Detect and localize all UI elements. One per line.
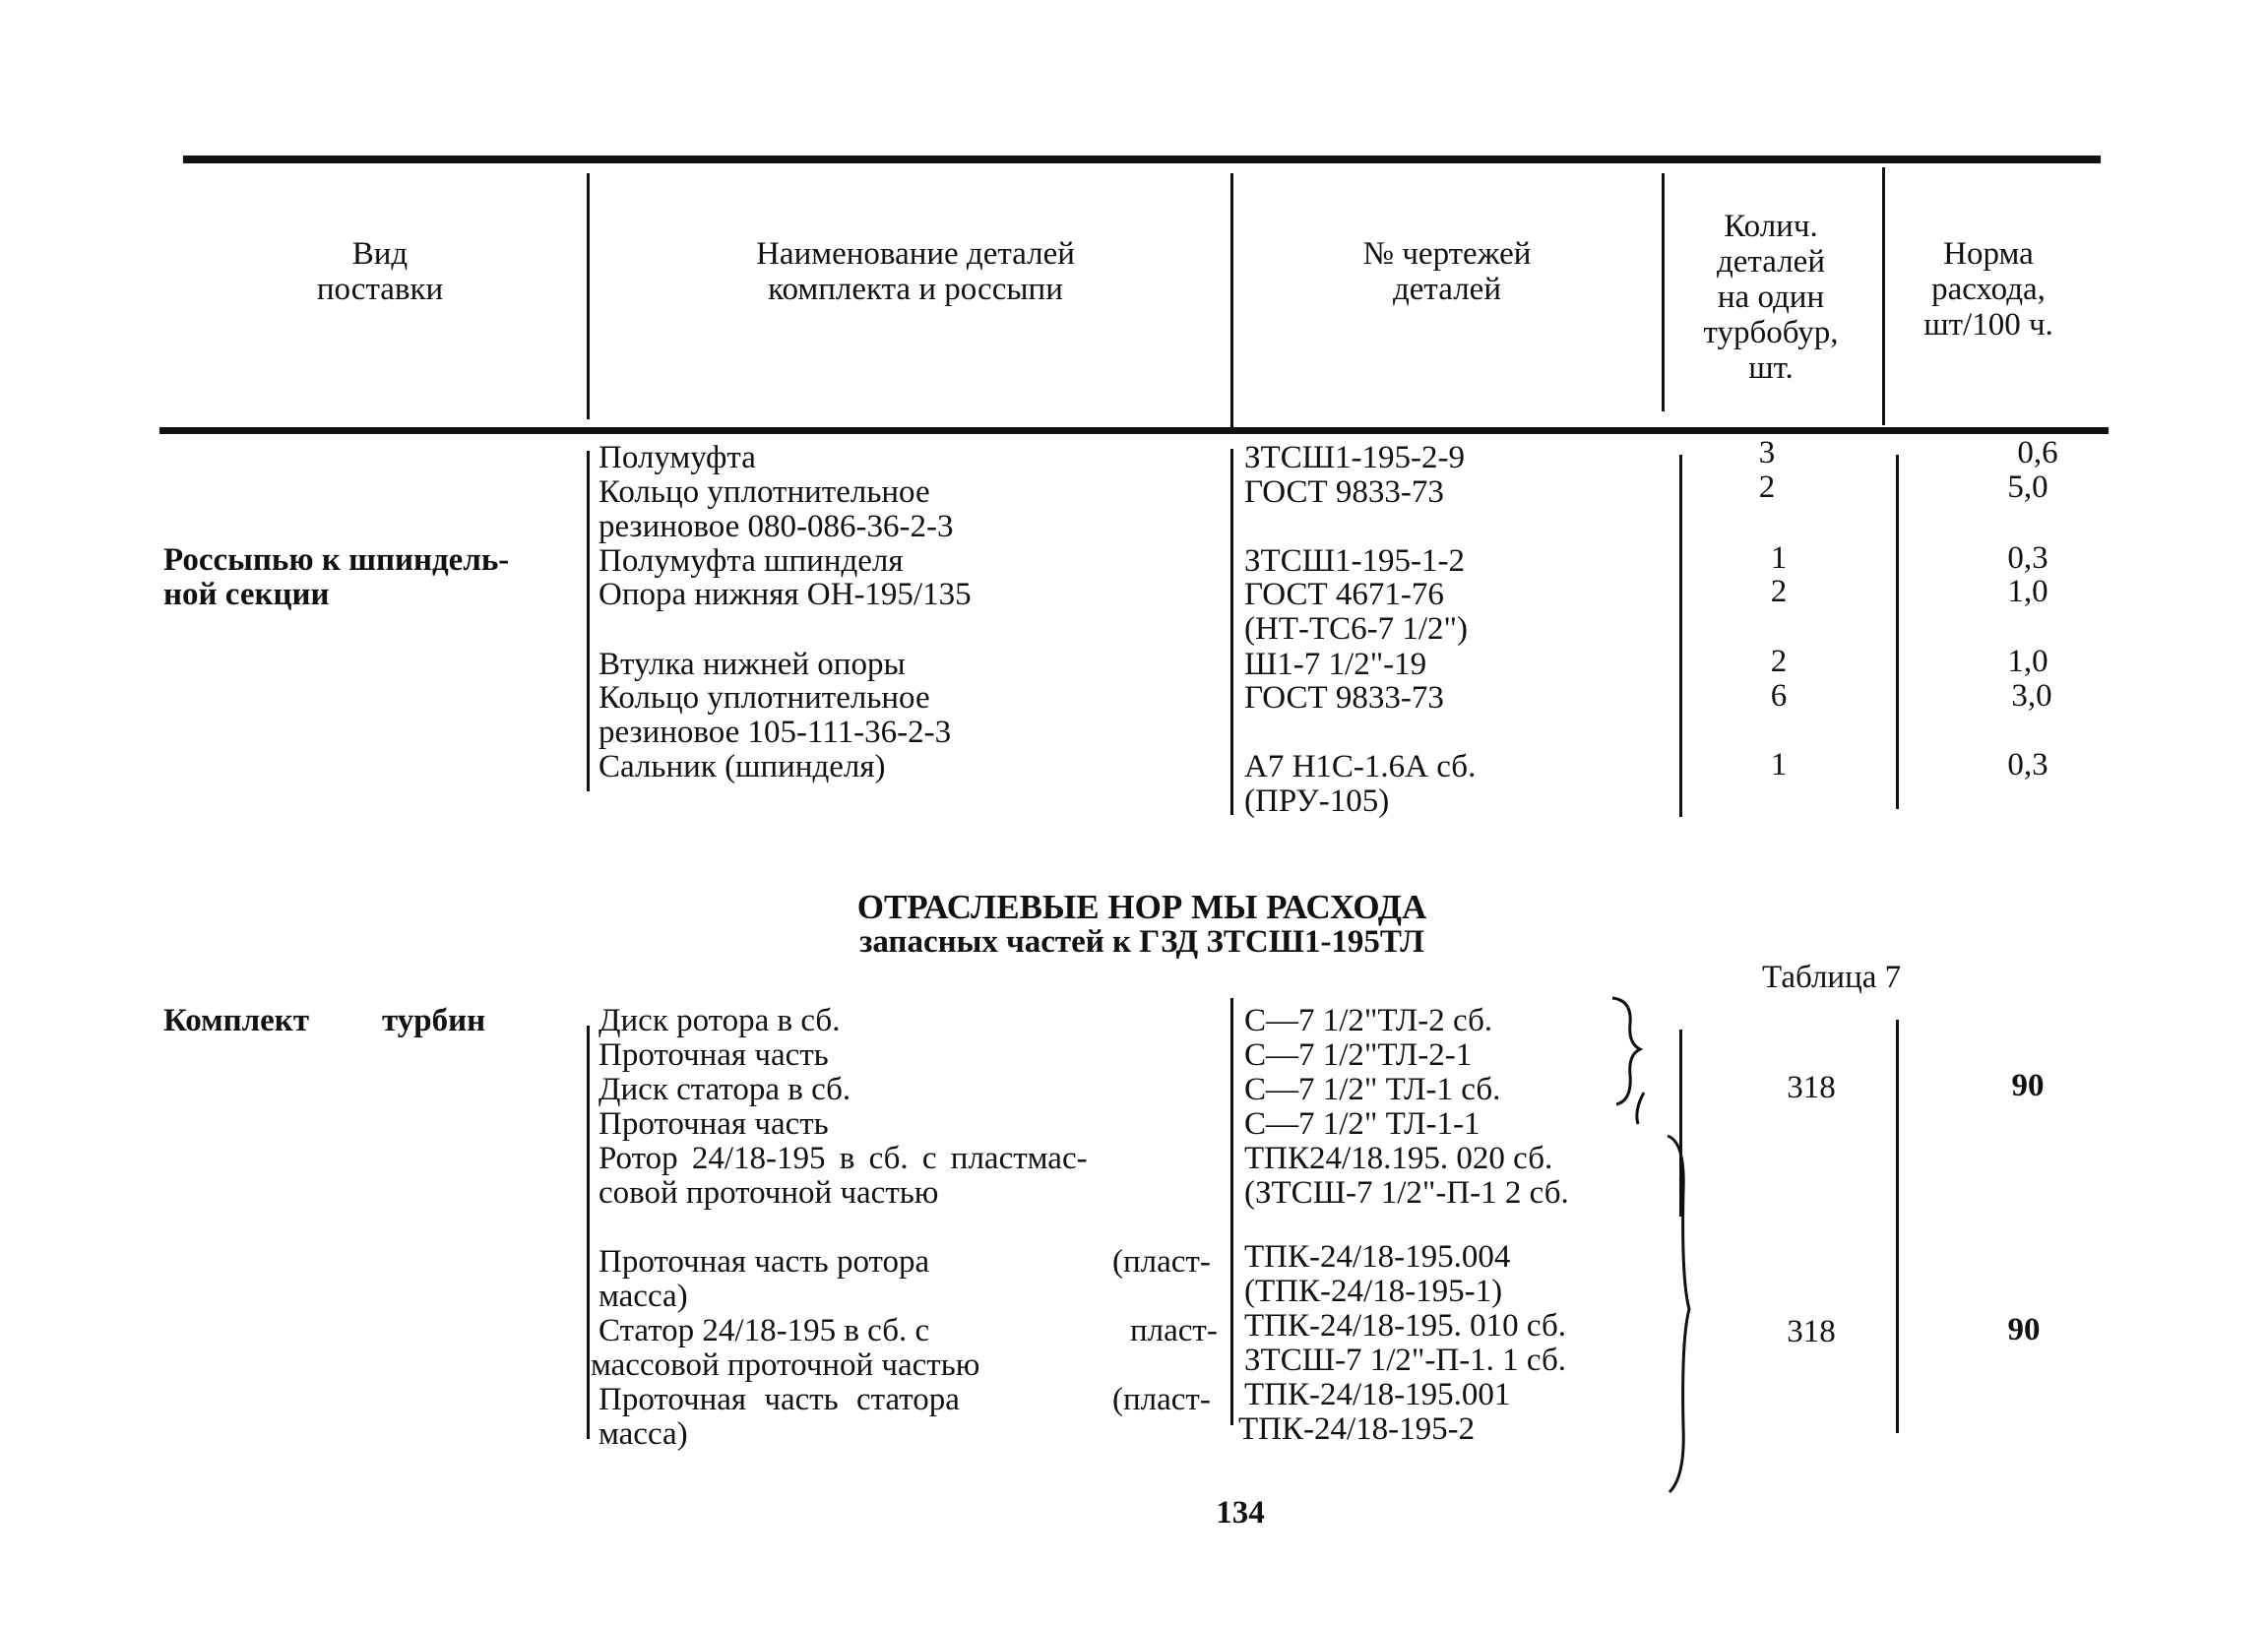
qty-cell: 6 — [1770, 678, 1788, 714]
part-name: Ротор 24/18-195 в сб. с пластмас- — [598, 1141, 1088, 1176]
header-col-kind: Вид поставки — [316, 236, 444, 307]
norm-cell: 1,0 — [2007, 574, 2048, 609]
header-divider — [587, 173, 590, 419]
drawing-number: ТПК-24/18-195-2 — [1238, 1411, 1476, 1447]
norm-cell: 3,0 — [2011, 678, 2052, 714]
part-name: Проточная часть ротора — [598, 1244, 930, 1280]
drawing-number: ГОСТ 9833-73 — [1244, 680, 1444, 716]
drawing-number: ЗТСШ-7 1/2"-П-1. 1 сб. — [1244, 1343, 1567, 1378]
table-subtitle: запасных частей к ГЗД ЗТСШ1-195ТЛ — [859, 924, 1424, 960]
part-name: Диск статора в сб. — [598, 1072, 851, 1107]
part-name: пласт- — [1130, 1313, 1218, 1348]
part-name: Сальник (шпинделя) — [598, 749, 886, 784]
body-divider — [1896, 1020, 1899, 1433]
part-name: Кольцо уплотнительное — [598, 474, 930, 510]
drawing-number: ТПК-24/18-195.004 — [1244, 1239, 1511, 1275]
drawing-number: (ЗТСШ-7 1/2"-П-1 2 сб. — [1244, 1175, 1569, 1211]
body-divider — [1896, 455, 1899, 809]
norm-cell: 0,3 — [2007, 747, 2048, 782]
header-col-qty: Колич. деталей на один турбобур, шт. — [1703, 209, 1839, 386]
drawing-number: ТПК24/18.195. 020 сб. — [1244, 1141, 1553, 1176]
qty-cell: 3 — [1758, 435, 1776, 470]
drawing-number: С—7 1/2" ТЛ-1 сб. — [1244, 1072, 1501, 1107]
drawing-number: ГОСТ 9833-73 — [1244, 474, 1444, 510]
section2-kind: Комплект — [163, 1003, 310, 1038]
section2-kind: турбин — [382, 1003, 486, 1038]
drawing-number: С—7 1/2" ТЛ-1-1 — [1244, 1106, 1480, 1142]
part-name: Проточная часть — [598, 1106, 829, 1142]
qty-cell: 2 — [1770, 574, 1788, 609]
header-divider — [1230, 173, 1233, 431]
qty-cell: 318 — [1787, 1070, 1836, 1105]
norm-cell: 1,0 — [2007, 644, 2048, 679]
section1-kind: Россыпью к шпиндель- — [163, 542, 510, 578]
body-divider — [587, 451, 590, 791]
table-label: Таблица 7 — [1762, 960, 1902, 995]
header-col-norm: Норма расхода, шт/100 ч. — [1923, 236, 2053, 343]
qty-cell: 1 — [1770, 747, 1788, 782]
qty-cell: 318 — [1787, 1314, 1836, 1349]
part-name: масса) — [598, 1279, 688, 1314]
part-name: Втулка нижней опоры — [598, 647, 906, 682]
qty-cell: 2 — [1770, 644, 1788, 679]
drawing-number: ТПК-24/18-195. 010 сб. — [1244, 1308, 1566, 1344]
drawing-number: С—7 1/2"ТЛ-2 сб. — [1244, 1003, 1493, 1038]
grouping-brace — [1664, 1132, 1703, 1496]
header-col-drawing: № чертежей деталей — [1362, 236, 1532, 307]
part-name: Опора нижняя ОН-195/135 — [598, 577, 972, 612]
part-name: (пласт- — [1112, 1244, 1211, 1280]
drawing-number: ТПК-24/18-195.001 — [1244, 1377, 1511, 1412]
drawing-number: (ПРУ-105) — [1244, 783, 1390, 819]
norm-cell: 90 — [2011, 1068, 2045, 1103]
part-name: Полумуфта — [598, 440, 756, 475]
part-name: Проточная часть статора — [598, 1382, 960, 1417]
body-divider — [587, 1026, 590, 1439]
table-top-rule — [183, 156, 2101, 163]
norm-cell: 0,3 — [2007, 540, 2048, 576]
part-name: совой проточной частью — [598, 1175, 939, 1211]
table-title: ОТРАСЛЕВЫЕ НОР МЫ РАСХОДА — [856, 888, 1427, 926]
header-bottom-rule — [159, 427, 2109, 434]
part-name: (пласт- — [1112, 1382, 1211, 1417]
body-divider — [1679, 455, 1682, 817]
part-name: Кольцо уплотнительное — [598, 680, 930, 716]
drawing-number: С—7 1/2"ТЛ-2-1 — [1244, 1037, 1473, 1073]
header-col-name: Наименование деталей комплекта и россыпи — [756, 236, 1075, 307]
qty-cell: 2 — [1758, 469, 1776, 505]
header-divider — [1662, 173, 1665, 411]
qty-cell: 1 — [1770, 540, 1788, 576]
part-name: Полумуфта шпинделя — [598, 543, 904, 579]
drawing-number: (ТПК-24/18-195-1) — [1244, 1274, 1503, 1309]
norm-cell: 90 — [2007, 1312, 2041, 1347]
part-name: резиновое 080-086-36-2-3 — [598, 509, 954, 544]
norm-cell: 0,6 — [2017, 435, 2058, 470]
drawing-number: ЗТСШ1-195-2-9 — [1244, 440, 1465, 475]
part-name: резиновое 105-111-36-2-3 — [598, 715, 952, 750]
part-name: масса) — [598, 1416, 688, 1452]
part-name: массовой проточной частью — [591, 1347, 980, 1383]
header-divider — [1882, 167, 1885, 425]
part-name: Статор 24/18-195 в сб. с — [598, 1313, 930, 1348]
body-divider — [1230, 449, 1233, 815]
grouping-brace — [1605, 994, 1664, 1152]
part-name: Проточная часть — [598, 1037, 829, 1073]
drawing-number: ГОСТ 4671-76 — [1244, 577, 1444, 612]
body-divider — [1230, 998, 1233, 1425]
drawing-number: ЗТСШ1-195-1-2 — [1244, 543, 1465, 579]
page-number: 134 — [1216, 1495, 1265, 1531]
part-name: Диск ротора в сб. — [598, 1003, 841, 1038]
section1-kind: ной секции — [163, 577, 330, 612]
drawing-number: Ш1-7 1/2"-19 — [1244, 647, 1427, 682]
norm-cell: 5,0 — [2007, 469, 2048, 505]
drawing-number: А7 Н1С-1.6А сб. — [1244, 749, 1477, 784]
drawing-number: (НТ-ТС6-7 1/2") — [1244, 611, 1469, 647]
